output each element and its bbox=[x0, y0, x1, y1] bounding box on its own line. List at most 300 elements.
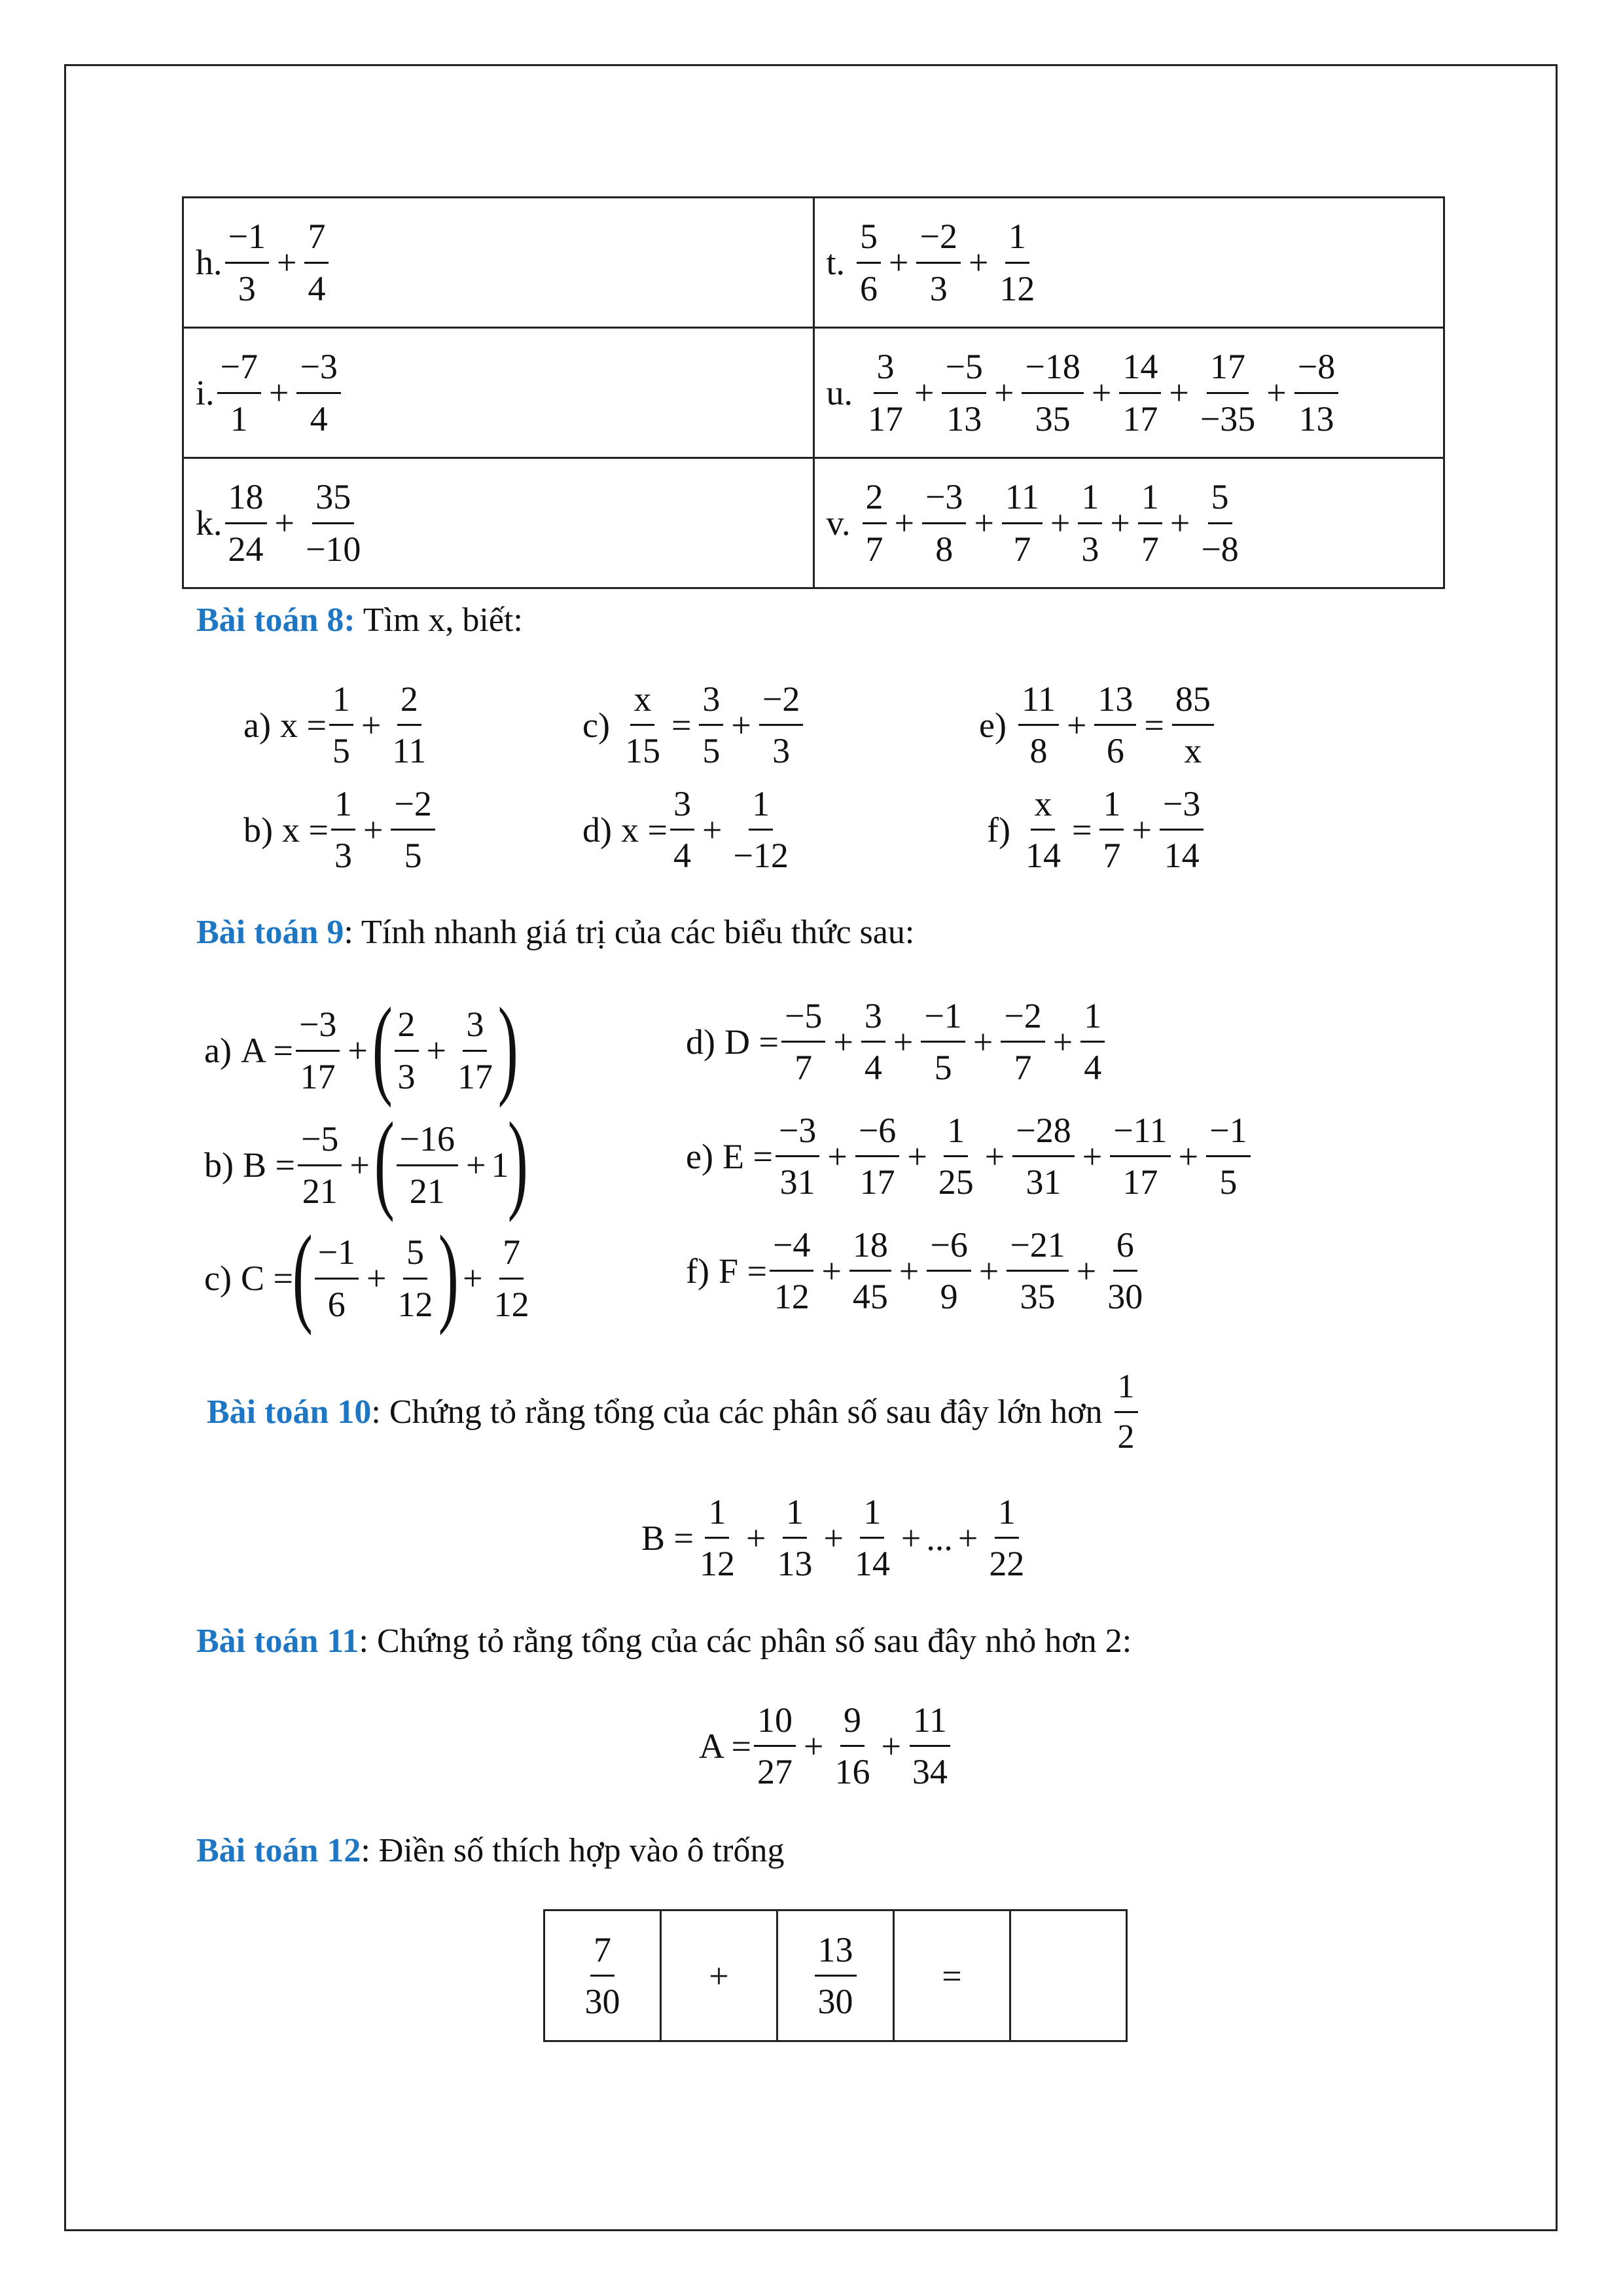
operator: + bbox=[466, 1145, 486, 1185]
fraction bbox=[730, 784, 791, 876]
fraction bbox=[849, 1225, 891, 1317]
fraction bbox=[759, 679, 803, 771]
bai10-heading: Bài toán 10: Chứng tỏ rằng tổng của các phân số sau đây lớn hơn $\frac{1}{2}$ bbox=[207, 1368, 1141, 1456]
operator: = bbox=[1144, 705, 1164, 745]
fraction bbox=[391, 784, 435, 876]
fraction bbox=[1160, 784, 1204, 876]
fraction bbox=[1012, 1111, 1074, 1202]
numerator: −1 bbox=[315, 1232, 359, 1279]
fraction bbox=[582, 1930, 624, 2022]
numerator: −3 bbox=[776, 1111, 819, 1157]
operator: + bbox=[276, 243, 297, 282]
operator: + bbox=[1169, 373, 1189, 412]
denominator: 35 bbox=[1035, 399, 1071, 439]
denominator: 7 bbox=[1014, 1048, 1032, 1088]
operator: + bbox=[702, 810, 722, 850]
denominator: 14 bbox=[1025, 836, 1061, 876]
numerator: 5 bbox=[1208, 477, 1232, 524]
numerator: 5 bbox=[857, 217, 881, 263]
numerator: −8 bbox=[1294, 347, 1338, 393]
denominator: 17 bbox=[300, 1056, 336, 1096]
denominator: 3 bbox=[238, 268, 256, 308]
bai10-expression: B = $\frac{1}{12}$ + $\frac{1}{13}$ + $\frac{1}{14}$ + ... + $\frac{1}{22}$ bbox=[641, 1492, 1030, 1584]
fraction bbox=[1080, 996, 1105, 1088]
denominator: 24 bbox=[228, 529, 264, 569]
numerator: 1 bbox=[329, 679, 353, 726]
bai8-item-b: b) x = $\frac{1}{3}$ + $\frac{-2}{5}$ bbox=[243, 784, 438, 876]
denominator: 1 bbox=[230, 399, 248, 439]
numerator: −7 bbox=[217, 347, 261, 393]
numerator: −21 bbox=[1007, 1225, 1068, 1272]
denominator: 25 bbox=[938, 1162, 974, 1202]
fraction bbox=[781, 996, 825, 1088]
denominator: −8 bbox=[1201, 529, 1239, 569]
table-cell bbox=[183, 458, 814, 588]
operator: + bbox=[957, 1518, 978, 1558]
table-row bbox=[183, 198, 1444, 328]
denominator: 6 bbox=[327, 1284, 346, 1324]
denominator: 12 bbox=[493, 1284, 529, 1324]
denominator: 4 bbox=[864, 1048, 882, 1088]
table-cell bbox=[813, 328, 1444, 458]
denominator: 12 bbox=[999, 268, 1035, 308]
fraction bbox=[1294, 347, 1338, 439]
denominator: 31 bbox=[779, 1162, 815, 1202]
fraction bbox=[865, 347, 906, 439]
fraction bbox=[1110, 1111, 1170, 1202]
operator: + bbox=[974, 503, 994, 543]
numerator: 1 bbox=[705, 1492, 729, 1539]
numerator: 1 bbox=[995, 1492, 1019, 1539]
bai8-item-f: f) $\frac{x}{14}$ = $\frac{1}{7}$ + $\frac{-3}{14}$ bbox=[987, 784, 1206, 876]
numerator: 3 bbox=[699, 679, 723, 726]
operator: + bbox=[907, 1136, 927, 1176]
bai11-expression: A = $\frac{10}{27}$ + $\frac{9}{16}$ + $\frac{11}{34}$ bbox=[699, 1700, 954, 1792]
operator: + bbox=[1076, 1251, 1097, 1291]
operator: + bbox=[889, 243, 909, 282]
fraction bbox=[857, 217, 881, 308]
fraction bbox=[942, 347, 986, 439]
item-label: k. bbox=[196, 503, 223, 543]
denominator: 12 bbox=[699, 1544, 735, 1584]
fraction bbox=[296, 347, 340, 439]
numerator: 7 bbox=[590, 1930, 615, 1977]
numerator: 14 bbox=[1119, 347, 1161, 393]
denominator: 6 bbox=[860, 268, 878, 308]
fraction bbox=[389, 679, 429, 771]
fraction bbox=[1172, 679, 1214, 771]
numerator: −5 bbox=[781, 996, 825, 1043]
numerator: 3 bbox=[670, 784, 694, 831]
fraction bbox=[861, 996, 885, 1088]
fraction bbox=[1022, 347, 1083, 439]
fraction bbox=[922, 477, 966, 569]
fraction bbox=[851, 1492, 893, 1584]
fraction bbox=[397, 1119, 458, 1211]
numerator: −3 bbox=[296, 347, 340, 393]
denominator: 4 bbox=[1084, 1048, 1102, 1088]
denominator: 17 bbox=[1122, 1162, 1158, 1202]
operator: + bbox=[274, 503, 294, 543]
fraction bbox=[909, 1700, 951, 1792]
numerator: 6 bbox=[1113, 1225, 1137, 1272]
fraction bbox=[1022, 784, 1064, 876]
bai8-item-d: d) x = $\frac{3}{4}$ + $\frac{1}{-12}$ bbox=[582, 784, 794, 876]
denominator: 7 bbox=[1013, 529, 1031, 569]
fraction bbox=[296, 1005, 340, 1096]
parenthesis: ( bbox=[292, 1213, 313, 1336]
fraction bbox=[770, 1225, 813, 1317]
denominator: 30 bbox=[584, 1982, 620, 2021]
denominator: 7 bbox=[794, 1048, 813, 1088]
numerator: −3 bbox=[296, 1005, 340, 1051]
bai12-heading: Bài toán 12: Điền số thích hợp vào ô trống bbox=[196, 1832, 785, 1869]
denominator: 8 bbox=[935, 529, 954, 569]
denominator: 5 bbox=[332, 731, 350, 771]
fraction bbox=[863, 477, 887, 569]
denominator: 9 bbox=[940, 1277, 958, 1317]
operator: + bbox=[803, 1726, 824, 1766]
fraction bbox=[831, 1700, 873, 1792]
numerator: 1 bbox=[1138, 477, 1162, 524]
operator: = bbox=[671, 705, 692, 745]
numerator: 1 bbox=[944, 1111, 968, 1157]
fraction bbox=[996, 217, 1038, 308]
operator: + bbox=[1082, 1136, 1103, 1176]
numerator: 1 bbox=[783, 1492, 807, 1539]
operator: + bbox=[894, 503, 914, 543]
parenthesis: ) bbox=[438, 1213, 459, 1336]
operator: + bbox=[972, 1022, 993, 1062]
numerator: −11 bbox=[1110, 1111, 1170, 1157]
denominator: −35 bbox=[1200, 399, 1256, 439]
numerator: −4 bbox=[770, 1225, 813, 1272]
fraction bbox=[1206, 1111, 1250, 1202]
operator: + bbox=[881, 1726, 901, 1766]
numerator: 85 bbox=[1172, 679, 1214, 726]
fraction bbox=[1018, 679, 1059, 771]
denominator: 31 bbox=[1026, 1162, 1061, 1202]
numerator: −3 bbox=[1160, 784, 1204, 831]
fraction bbox=[329, 679, 353, 771]
numerator: 18 bbox=[849, 1225, 891, 1272]
fraction bbox=[225, 217, 269, 308]
numerator: 9 bbox=[840, 1700, 865, 1747]
denominator: 6 bbox=[1106, 731, 1124, 771]
item-label: t. bbox=[826, 243, 846, 282]
numerator: 1 bbox=[749, 784, 773, 831]
numerator: −1 bbox=[225, 217, 269, 263]
operator: + bbox=[968, 243, 989, 282]
denominator: 12 bbox=[397, 1284, 433, 1324]
numerator: 1 bbox=[331, 784, 355, 831]
fraction bbox=[916, 217, 960, 308]
numerator: 11 bbox=[910, 1700, 950, 1747]
operator: + bbox=[361, 705, 382, 745]
numerator: 1 bbox=[1115, 1368, 1138, 1413]
fraction bbox=[622, 679, 664, 771]
bai9-item-c: c) C = ( $\frac{-1}{6}$ + $\frac{5}{12}$ ) + $\frac{7}{12}$ bbox=[204, 1223, 535, 1334]
fraction-cell bbox=[544, 1910, 661, 2041]
fraction bbox=[1094, 679, 1136, 771]
denominator: 27 bbox=[757, 1752, 793, 1792]
numerator: 2 bbox=[863, 477, 887, 524]
denominator: 4 bbox=[673, 836, 691, 876]
table-cell bbox=[813, 198, 1444, 328]
fill-in-table bbox=[543, 1909, 1128, 2042]
fraction bbox=[217, 347, 261, 439]
numerator: 3 bbox=[861, 996, 885, 1043]
item-label: u. bbox=[826, 373, 853, 412]
fraction-cell bbox=[777, 1910, 894, 2041]
operator: + bbox=[984, 1136, 1005, 1176]
denominator: 13 bbox=[946, 399, 982, 439]
operator: + bbox=[978, 1251, 999, 1291]
bai8-item-a: a) x = $\frac{1}{5}$ + $\frac{2}{11}$ bbox=[243, 679, 432, 771]
numerator: 18 bbox=[225, 477, 267, 524]
denominator: 22 bbox=[989, 1544, 1025, 1584]
table-cell bbox=[183, 198, 814, 328]
operator: + bbox=[833, 1022, 853, 1062]
operator: + bbox=[349, 1145, 370, 1185]
numerator: −2 bbox=[391, 784, 435, 831]
operator: + bbox=[914, 373, 935, 412]
operator: + bbox=[993, 373, 1014, 412]
operator: + bbox=[1110, 503, 1130, 543]
denominator: 16 bbox=[834, 1752, 870, 1792]
denominator: 4 bbox=[310, 399, 328, 439]
denominator: 5 bbox=[404, 836, 422, 876]
parenthesis: ( bbox=[372, 985, 393, 1108]
bai9-item-f: f) F = $\frac{-4}{12}$ + $\frac{18}{45}$ + $\frac{-6}{9}$ + $\frac{-21}{35}$ + $\frac{6}{30}$ bbox=[686, 1225, 1149, 1317]
operator: + bbox=[893, 1022, 914, 1062]
denominator: 4 bbox=[308, 268, 326, 308]
fraction bbox=[1002, 477, 1043, 569]
bai9-item-b: b) B = $\frac{-5}{21}$ + ( $\frac{-16}{21}$ + 1 ) bbox=[204, 1100, 529, 1223]
operator: + bbox=[823, 1518, 844, 1558]
denominator: 21 bbox=[302, 1171, 338, 1211]
fraction bbox=[776, 1111, 819, 1202]
numerator: 17 bbox=[1207, 347, 1249, 393]
denominator: 7 bbox=[1141, 529, 1159, 569]
fraction bbox=[1138, 477, 1162, 569]
fraction bbox=[454, 1005, 496, 1096]
operator: + bbox=[827, 1136, 847, 1176]
fraction bbox=[927, 1225, 971, 1317]
fraction bbox=[1115, 1368, 1138, 1456]
operator: = bbox=[1071, 810, 1092, 850]
fraction bbox=[696, 1492, 738, 1584]
denominator: 30 bbox=[817, 1982, 853, 2021]
operator: + bbox=[1091, 373, 1112, 412]
denominator: −10 bbox=[305, 529, 361, 569]
denominator: 45 bbox=[852, 1277, 888, 1317]
table-cell bbox=[183, 328, 814, 458]
item-label: h. bbox=[196, 243, 223, 282]
denominator: 17 bbox=[457, 1056, 493, 1096]
operator: + bbox=[901, 1518, 921, 1558]
bai9-item-a: a) A = $\frac{-3}{17}$ + ( $\frac{2}{3}$ + $\frac{3}{17}$ ) bbox=[204, 985, 518, 1108]
numerator: −2 bbox=[759, 679, 803, 726]
numerator: 3 bbox=[463, 1005, 487, 1051]
denominator: 30 bbox=[1107, 1277, 1143, 1317]
numerator: 13 bbox=[1094, 679, 1136, 726]
fraction bbox=[921, 996, 965, 1088]
numerator: 1 bbox=[1078, 477, 1102, 524]
operator: + bbox=[1132, 810, 1152, 850]
numerator: −18 bbox=[1022, 347, 1083, 393]
bai9-item-d: d) D = $\frac{-5}{7}$ + $\frac{3}{4}$ + $\frac{-1}{5}$ + $\frac{-2}{7}$ + $\frac{1}{4}$ bbox=[686, 996, 1107, 1088]
table-cell bbox=[813, 458, 1444, 588]
operator: + bbox=[1052, 1022, 1073, 1062]
item-label: v. bbox=[826, 503, 851, 543]
denominator: 3 bbox=[929, 268, 948, 308]
numerator: −5 bbox=[298, 1119, 342, 1166]
operator: + bbox=[348, 1031, 368, 1070]
numerator: −5 bbox=[942, 347, 986, 393]
equals-cell: = bbox=[894, 1910, 1010, 2041]
numerator: 7 bbox=[499, 1232, 524, 1279]
denominator: 21 bbox=[409, 1171, 445, 1211]
fraction bbox=[395, 1232, 437, 1324]
fraction bbox=[1007, 1225, 1068, 1317]
denominator: 7 bbox=[865, 529, 883, 569]
denominator: 15 bbox=[624, 731, 660, 771]
denominator: 13 bbox=[1298, 399, 1334, 439]
numerator: −6 bbox=[927, 1225, 971, 1272]
numerator: x bbox=[630, 679, 654, 726]
parenthesis: ) bbox=[508, 1100, 529, 1223]
numerator: −1 bbox=[1206, 1111, 1250, 1157]
denominator: 3 bbox=[1081, 529, 1099, 569]
denominator: 8 bbox=[1029, 731, 1048, 771]
table-row bbox=[183, 328, 1444, 458]
operator: + bbox=[366, 1259, 387, 1298]
numerator: 11 bbox=[1002, 477, 1043, 524]
table-row bbox=[183, 458, 1444, 588]
numerator: 1 bbox=[860, 1492, 884, 1539]
numerator: −2 bbox=[916, 217, 960, 263]
operator: + bbox=[363, 810, 383, 850]
denominator: 17 bbox=[868, 399, 903, 439]
operator: + bbox=[899, 1251, 919, 1291]
fraction bbox=[1099, 784, 1124, 876]
denominator: 12 bbox=[774, 1277, 810, 1317]
denominator: 7 bbox=[1103, 836, 1121, 876]
fraction bbox=[491, 1232, 533, 1324]
fraction bbox=[1104, 1225, 1146, 1317]
numerator: 13 bbox=[815, 1930, 857, 1977]
plus-cell: + bbox=[661, 1910, 777, 2041]
fraction bbox=[855, 1111, 899, 1202]
fraction bbox=[1198, 477, 1241, 569]
bai8-item-e: e) $\frac{11}{8}$ + $\frac{13}{6}$ = $\frac{85}{x}$ bbox=[979, 679, 1217, 771]
denominator: −12 bbox=[733, 836, 789, 876]
fraction bbox=[1197, 347, 1258, 439]
bai11-heading: Bài toán 11: Chứng tỏ rằng tổng của các phân số sau đây nhỏ hơn 2: bbox=[196, 1623, 1132, 1660]
fraction bbox=[304, 217, 329, 308]
denominator: 2 bbox=[1117, 1418, 1135, 1456]
fraction bbox=[670, 784, 694, 876]
bai9-item-e: e) E = $\frac{-3}{31}$ + $\frac{-6}{17}$ + $\frac{1}{25}$ + $\frac{-28}{31}$ + $\frac{-11}{17}$ + $\frac{-1}{5}$ bbox=[686, 1111, 1253, 1202]
denominator: 14 bbox=[1164, 836, 1200, 876]
numerator: 2 bbox=[395, 1005, 419, 1051]
fraction bbox=[225, 477, 267, 569]
operator: + bbox=[1169, 503, 1190, 543]
denominator: 17 bbox=[859, 1162, 895, 1202]
fraction bbox=[935, 1111, 977, 1202]
denominator: 5 bbox=[702, 731, 721, 771]
numerator: −16 bbox=[397, 1119, 458, 1166]
operator: + bbox=[821, 1251, 842, 1291]
denominator: 3 bbox=[397, 1056, 416, 1096]
fraction bbox=[395, 1005, 419, 1096]
operator: + bbox=[1266, 373, 1287, 412]
numerator: 10 bbox=[754, 1700, 796, 1747]
fraction bbox=[986, 1492, 1027, 1584]
numerator: −6 bbox=[855, 1111, 899, 1157]
denominator: 11 bbox=[392, 731, 427, 771]
denominator: 35 bbox=[1020, 1277, 1056, 1317]
operator: + bbox=[268, 373, 289, 412]
denominator: 3 bbox=[772, 731, 791, 771]
numerator: 11 bbox=[1018, 679, 1059, 726]
fraction bbox=[298, 1119, 342, 1211]
numerator: 35 bbox=[312, 477, 354, 524]
denominator: 13 bbox=[777, 1544, 813, 1584]
denominator: x bbox=[1184, 731, 1202, 771]
numerator: 1 bbox=[1099, 784, 1124, 831]
numerator: 1 bbox=[1005, 217, 1029, 263]
denominator: 5 bbox=[934, 1048, 952, 1088]
denominator: 17 bbox=[1122, 399, 1158, 439]
fraction bbox=[754, 1700, 796, 1792]
numerator: −3 bbox=[922, 477, 966, 524]
numerator: x bbox=[1031, 784, 1055, 831]
bai8-heading: Bài toán 8: Tìm x, biết: bbox=[196, 601, 523, 639]
fraction bbox=[774, 1492, 815, 1584]
numerator: −28 bbox=[1012, 1111, 1074, 1157]
parenthesis: ( bbox=[374, 1100, 395, 1223]
operator: + bbox=[745, 1518, 766, 1558]
fraction bbox=[315, 1232, 359, 1324]
fraction bbox=[302, 477, 364, 569]
numerator: 7 bbox=[304, 217, 329, 263]
parenthesis: ) bbox=[497, 985, 518, 1108]
table-row bbox=[544, 1910, 1127, 2041]
numerator: 1 bbox=[1080, 996, 1105, 1043]
denominator: 34 bbox=[912, 1752, 948, 1792]
bai9-heading: Bài toán 9: Tính nhanh giá trị của các biểu thức sau: bbox=[196, 914, 915, 951]
operator: + bbox=[1178, 1136, 1199, 1176]
numerator: 2 bbox=[397, 679, 421, 726]
answer-blank-cell[interactable] bbox=[1010, 1910, 1127, 2041]
denominator: 5 bbox=[1219, 1162, 1238, 1202]
fraction bbox=[1001, 996, 1044, 1088]
operator: + bbox=[463, 1259, 483, 1298]
fraction bbox=[331, 784, 355, 876]
bai8-item-c: c) $\frac{x}{15}$ = $\frac{3}{5}$ + $\frac{-2}{3}$ bbox=[582, 679, 806, 771]
numerator: 5 bbox=[403, 1232, 427, 1279]
numerator: −1 bbox=[921, 996, 965, 1043]
item-label: i. bbox=[196, 373, 215, 412]
operator: + bbox=[1050, 503, 1071, 543]
exercise-table bbox=[182, 196, 1445, 589]
fraction bbox=[815, 1930, 857, 2022]
fraction bbox=[1119, 347, 1161, 439]
fraction bbox=[1078, 477, 1102, 569]
denominator: 3 bbox=[334, 836, 352, 876]
